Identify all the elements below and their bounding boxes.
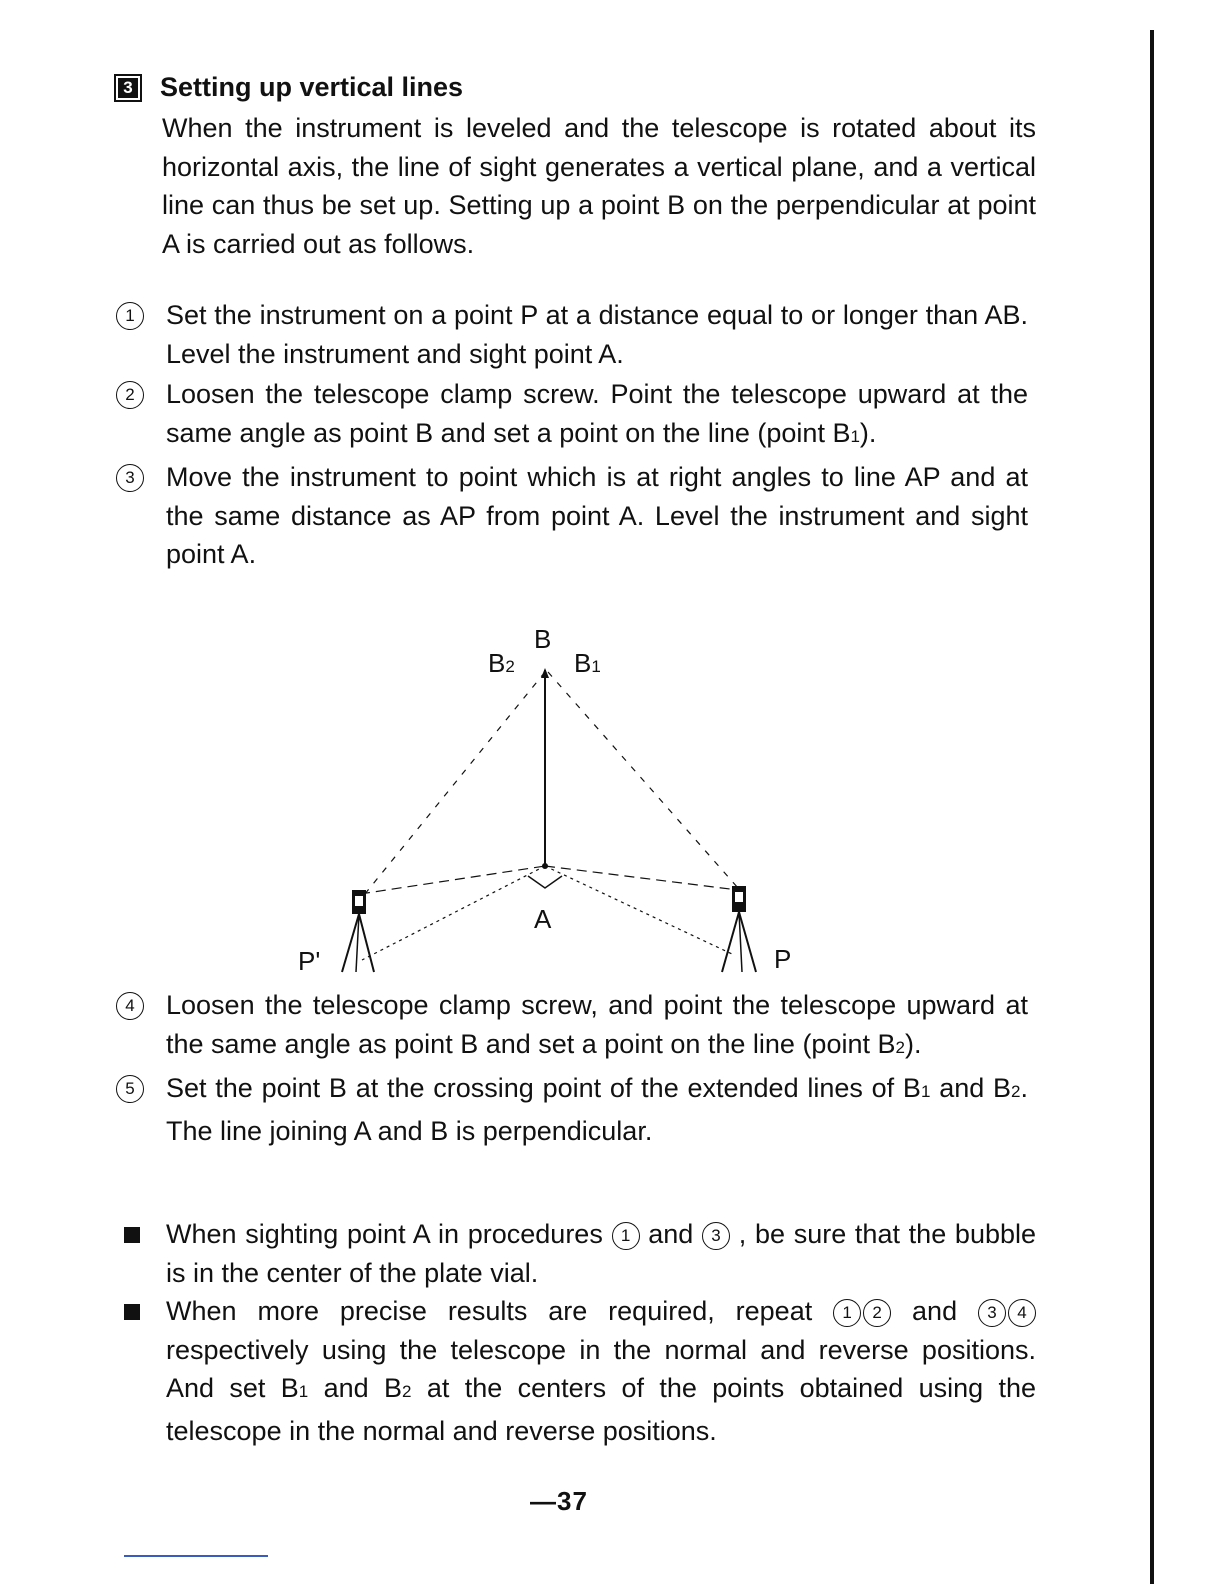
instrument-tripod-right [722,886,756,972]
note-text: When sighting point A in procedures [166,1219,612,1249]
circled-number-1: 1 [116,302,144,330]
circled-number-2: 2 [863,1299,891,1327]
circled-number-3: 3 [116,464,144,492]
subscript: 2 [402,1382,412,1401]
note-text: and [639,1219,703,1249]
line-A-to-P-prime [362,866,545,960]
step-text: Move the instrument to point which is at right angles to line AP and at the same distance as AP from point A. Level the instrument and sight point A. [166,462,1028,569]
circled-number-4: 4 [116,992,144,1020]
label-B1-sub: 1 [591,657,601,676]
step-text: Set the instrument on a point P at a distance equal to or longer than AB. Level the instrument and sight point A. [166,300,1028,369]
note-text: When more precise results are required, repeat [166,1296,834,1326]
step-text: . The line joining A and B is perpendicular. [166,1073,1028,1146]
step-text-end: ). [904,1028,922,1059]
subscript: 2 [1011,1082,1021,1101]
square-bullet-icon [124,1227,140,1243]
note-text: at the centers of the points obtained using the telescope in the normal and reverse positions. [166,1373,1037,1446]
circled-number-1: 1 [833,1299,861,1327]
label-B: B [534,624,552,654]
circled-number-3: 3 [702,1222,730,1250]
circled-number-3: 3 [978,1299,1006,1327]
page-number: —37 [530,1486,588,1516]
subscript: 1 [850,426,860,446]
note-text: and [891,1296,978,1326]
step-text-end: ). [859,417,877,448]
note-bubble-centered [124,1215,1036,1292]
right-angle-marker [528,876,562,888]
label-P-prime: P' [298,946,321,976]
circled-number-2: 2 [116,381,144,409]
label-B1 [574,648,601,678]
line-P-prime-to-A-upper [360,866,545,894]
note-text: respectively using the telescope in the normal and reverse positions. And set B [166,1334,1036,1403]
label-B2-sub: 2 [505,657,515,676]
note-text: , be sure that the bubble is in the center of the plate vial. [166,1219,1037,1288]
notes-list [124,1215,1036,1450]
subscript: 2 [895,1037,905,1057]
section-title: Setting up vertical lines [160,72,464,102]
line-A-to-P-upper [545,866,738,890]
label-A: A [534,904,552,934]
circled-number-4: 4 [1008,1299,1036,1327]
label-P: P [774,944,792,974]
step-text: Loosen the telescope clamp screw, and point the telescope upward at the same angle as point B and set a point on the line (point B [166,990,1028,1059]
note-text: and B [308,1373,403,1403]
subscript: 1 [920,1082,931,1101]
step-text: Set the point B at the crossing point of the extended lines of B [166,1073,921,1103]
step-text: Loosen the telescope clamp screw. Point the telescope upward at the same angle as point B and set a point on the line (point B [166,379,1028,448]
point-B-marker [541,668,549,678]
bottom-blue-rule [124,1555,268,1557]
circled-number-5: 5 [116,1075,144,1103]
label-B2-letter: B [488,648,506,678]
instrument-tripod-left [342,890,374,972]
sight-line-P-prime-to-B2 [360,672,545,900]
square-bullet-icon [124,1304,140,1320]
section-intro: When the instrument is leveled and the telescope is rotated about its horizontal axis, the line of sight generates a vertical plane, and a vertical line can thus be set up. Setting up a point B on the perpendicular at point A is carried out as follows. [162,113,1036,259]
subscript: 1 [298,1382,309,1401]
label-B2 [488,648,515,678]
sight-line-P-to-B1 [548,672,738,888]
step-4 [116,986,1028,1067]
label-B1-letter: B [574,648,592,678]
note-precise-results [124,1292,1036,1450]
section-number-badge: 3 [116,76,140,100]
procedure-steps-4-5 [116,986,1028,1152]
step-text: and B [930,1073,1012,1103]
circled-number-1: 1 [612,1222,640,1250]
line-A-to-P [545,866,732,954]
step-5 [116,1069,1028,1150]
